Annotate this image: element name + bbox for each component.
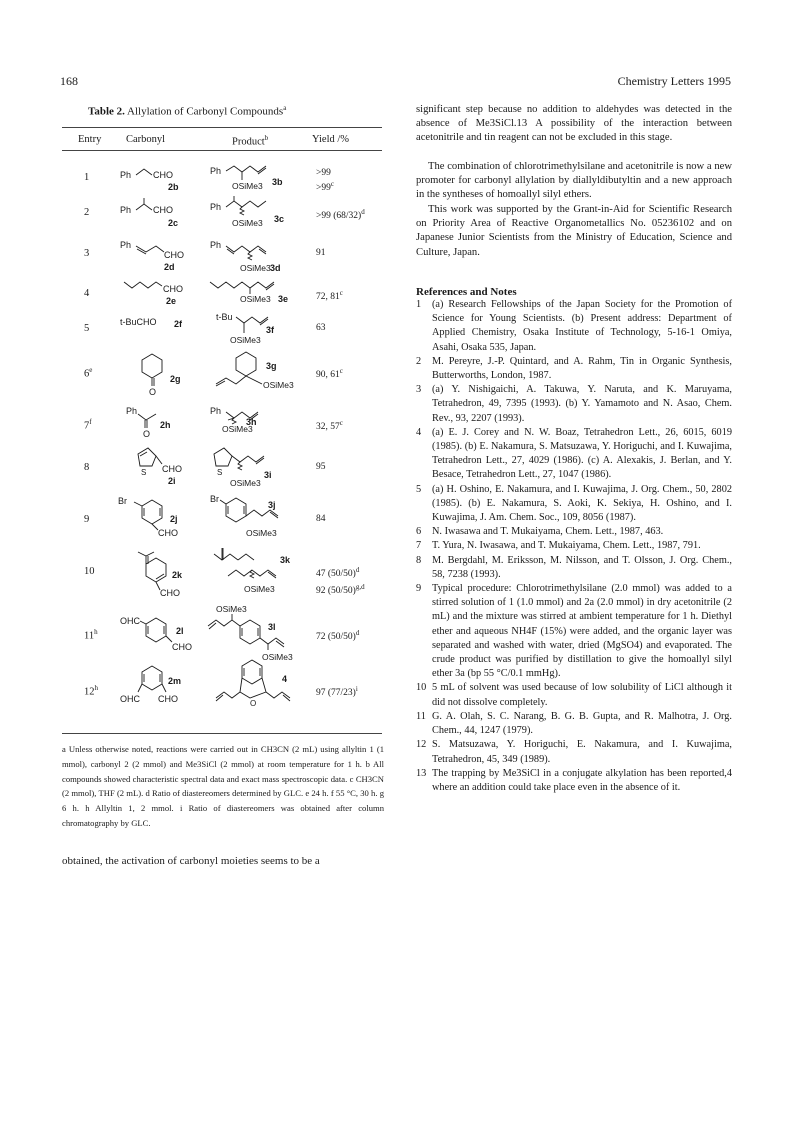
svg-text:2i: 2i: [168, 476, 176, 486]
table-header-rule: [62, 150, 382, 151]
svg-text:CHO: CHO: [160, 588, 180, 598]
yield-line: 97 $(77/23)^i$: [316, 685, 358, 699]
structure-carbonyl: [116, 496, 206, 552]
svg-text:3f: 3f: [266, 325, 275, 335]
svg-text:OSiMe3: OSiMe3: [232, 181, 263, 191]
svg-text:OSiMe3: OSiMe3: [230, 335, 261, 345]
structure-carbonyl: [116, 406, 206, 456]
svg-text:3i: 3i: [264, 470, 272, 480]
table-footnote: a Unless otherwise noted, reactions were carried out in CH3CN (2 mL) using allyltin 1 (1 mmol), carbonyl 2 (2 mmol) and Me3SiCl (2 mmol) at room temperature for 1 h. b All compounds showed characteristic spectral data and exact mass spectroscopic data. c CH3CN (2 mmol), THF (2 mL). d Ratio of diastereomers determined by GLC. e 24 h. f 55 °C, 30 h. g 6 h. h Allyltin 1, 2 mmol. i Ratio of diastereomers was obtained after column chromatography by GLC.: [62, 744, 384, 828]
svg-text:3h: 3h: [246, 417, 257, 427]
entry-number: 6e: [84, 366, 93, 380]
yield-value: [316, 207, 365, 222]
structure-carbonyl: [116, 199, 206, 245]
yield-line: 32, 57$^c$: [316, 419, 343, 433]
col-product: [232, 134, 268, 148]
table-bottom-rule: [62, 733, 382, 734]
structure-carbonyl: [116, 558, 206, 604]
yield-value: [316, 462, 326, 473]
structure-product: [208, 604, 312, 672]
svg-text:2m: 2m: [168, 676, 182, 686]
yield-line: >99: [316, 168, 331, 178]
entry-number: 3: [84, 248, 90, 259]
svg-text:2g: 2g: [170, 374, 181, 384]
references-list: [416, 298, 732, 795]
svg-text:OSiMe3: OSiMe3: [232, 218, 263, 228]
svg-text:CHO: CHO: [158, 694, 178, 704]
svg-text:3b: 3b: [272, 177, 283, 187]
structure-carbonyl: [116, 454, 206, 500]
structure-carbonyl: [116, 616, 206, 666]
structure-product: [208, 494, 312, 558]
svg-text:3k: 3k: [280, 555, 291, 565]
left-column-text: obtained, the activation of carbonyl moieties seems to be a: [62, 855, 320, 867]
svg-text:Ph: Ph: [120, 205, 132, 215]
svg-text:OSiMe3: OSiMe3: [246, 528, 277, 538]
svg-text:3g: 3g: [266, 361, 277, 371]
yield-value: [316, 514, 326, 525]
table-caption-sup: a: [283, 104, 287, 112]
structure-product: [208, 454, 312, 506]
yield-value: [316, 418, 343, 433]
yield-value: [316, 366, 343, 381]
reference-item: 9 Typical procedure: Chlorotrimethylsilane (2.0 mmol) was added to a stirred solution of 1 (1.0 mmol) and 2a (2.0 mmol) in dry acetonitrile (2 mL) and the mixture was stirred at ambient temperature for 1 h. Diethyl ether and aqueous NH4F (15%) were added, and the organic layer was separated and washed with water, dried (MgSO4) and evaporated. The crude product was purified by distillation to give the homoallyl silyl ether 3a (bp 55 °C/0.1 mmHg).: [416, 583, 732, 680]
svg-text:OSiMe3: OSiMe3: [262, 652, 293, 662]
svg-text:CHO: CHO: [164, 250, 184, 260]
yield-line: $>99^c$: [316, 180, 334, 194]
svg-text:CHO: CHO: [162, 464, 182, 474]
col-product-sup: b: [264, 134, 269, 142]
svg-text:Ph: Ph: [120, 170, 132, 180]
reference-item: 6 N. Iwasawa and T. Mukaiyama, Chem. Lett., 1987, 463.: [416, 526, 664, 538]
yield-value: [316, 288, 343, 303]
svg-text:Ph: Ph: [210, 406, 222, 416]
entry-number: 10: [84, 566, 95, 577]
svg-text:2h: 2h: [160, 420, 171, 430]
structure-product: [208, 555, 312, 610]
svg-text:O: O: [149, 387, 157, 397]
col-product-label: Product: [232, 136, 265, 148]
yield-value: [316, 684, 358, 699]
table-caption-label: Table 2.: [88, 105, 125, 118]
entry-number: 5: [84, 323, 90, 334]
entry-number: 9: [84, 514, 90, 525]
page-number: 168: [60, 74, 78, 88]
entry-number: 7$^f$: [84, 418, 92, 432]
svg-text:t-BuCHO: t-BuCHO: [120, 317, 157, 327]
svg-text:2c: 2c: [168, 218, 179, 228]
yield-value: [316, 565, 365, 597]
svg-text:O: O: [250, 699, 257, 708]
svg-text:O: O: [143, 429, 151, 439]
yield-value: [316, 168, 334, 194]
reference-item: 5 (a) H. Oshino, E. Nakamura, and I. Kuwajima, J. Org. Chem., 50, 2802 (1985). (b) E. Nakamura, S. Aoki, K. Sekiya, H. Oshino, and I. Kuwajima, J. Am. Chem. Soc., 109, 8056 (1987).: [416, 483, 732, 524]
svg-text:CHO: CHO: [163, 284, 183, 294]
table-caption: [88, 104, 286, 118]
reference-item: 11 G. A. Olah, S. C. Narang, B. G. B. Gupta, and R. Malhotra, J. Org. Chem., 44, 1247 (1979).: [416, 710, 732, 737]
entry-number: 8: [84, 462, 90, 473]
reference-item: 1 (a) Research Fellowships of the Japan Society for the Promotion of Science for Young Scientists. (b) Present address: Department of Applied Chemistry, Osaka Institute of Technology, 5-16-1 Omiya, Asahi, Osaka 535, Japan.: [416, 299, 732, 353]
svg-text:OSiMe3: OSiMe3: [240, 294, 271, 304]
structure-product: [208, 676, 312, 728]
entry-number: 1: [84, 172, 90, 183]
svg-text:S: S: [217, 468, 223, 477]
svg-text:CHO: CHO: [153, 205, 173, 215]
svg-text:OSiMe3: OSiMe3: [222, 424, 253, 434]
svg-text:OSiMe3: OSiMe3: [244, 584, 275, 594]
reference-item: 4 (a) E. J. Corey and N. W. Boaz, Tetrahedron Lett., 26, 6015, 6019 (1985). (b) E. Nakamura, S. Matsuzawa, Y. Horiguchi, and I. Kuwajima, Tetrahedron Lett., 27, 4029 (1986). (c) A. Alexakis, J. Berlan, and Y. Besace, Tetrahedron Lett., 27, 1047 (1986).: [416, 426, 732, 481]
svg-text:2l: 2l: [176, 626, 184, 636]
svg-text:Ph: Ph: [210, 166, 222, 176]
svg-text:2e: 2e: [166, 296, 177, 306]
structure-product: [208, 358, 312, 410]
structure-carbonyl: [116, 315, 206, 361]
reference-item: 13 The trapping by Me3SiCl in a conjugate alkylation has been reported,4 where an addition could take place even in the absence of it.: [416, 767, 732, 793]
yield-line: 72 $(50/50)^d$: [316, 629, 360, 643]
yield-line: 47 $(50/50)^d$: [316, 566, 360, 580]
structure-carbonyl: [116, 358, 206, 404]
yield-line: 84: [316, 514, 326, 524]
yield-line: 90, 61$^c$: [316, 367, 343, 381]
journal-title: Chemistry Letters 1995: [617, 74, 731, 88]
svg-text:t-Bu: t-Bu: [216, 312, 233, 322]
col-entry: Entry: [78, 134, 102, 145]
svg-text:OHC: OHC: [120, 694, 140, 704]
paragraph: significant step because no addition to aldehydes was detected in the absence of Me3SiCl.13 A possibility of the interaction between acetonitrile and tin reagent can not be excluded in this stage.: [416, 104, 732, 144]
svg-text:3d: 3d: [270, 263, 281, 273]
table-top-rule: [62, 127, 382, 128]
svg-text:4: 4: [282, 674, 288, 684]
svg-text:3e: 3e: [278, 294, 289, 304]
yield-line: >99 $(68/32)^d$: [316, 208, 365, 222]
entry-number: 4: [84, 288, 90, 299]
reference-item: 8 M. Bergdahl, M. Eriksson, M. Nilsson, and T. Olsson, J. Org. Chem., 58, 7238 (1993).: [416, 554, 732, 580]
svg-text:OSiMe3: OSiMe3: [263, 380, 294, 390]
svg-text:S: S: [141, 468, 147, 477]
svg-text:Br: Br: [210, 494, 219, 504]
entry-number: 2: [84, 207, 90, 218]
svg-text:Br: Br: [118, 496, 127, 506]
yield-line: 95: [316, 462, 326, 472]
svg-text:2d: 2d: [164, 262, 175, 272]
svg-text:CHO: CHO: [158, 528, 178, 538]
reference-item: 10 5 mL of solvent was used because of low solubility of LiCl although it did not dissolve completely.: [416, 682, 732, 708]
yield-value: [316, 248, 326, 259]
yield-line: 63: [316, 323, 326, 333]
svg-text:OSiMe3: OSiMe3: [240, 263, 271, 273]
svg-text:CHO: CHO: [153, 170, 173, 180]
table-caption-text: Allylation of Carbonyl Compounds: [127, 105, 284, 118]
svg-text:Ph: Ph: [126, 406, 138, 416]
svg-text:3l: 3l: [268, 622, 276, 632]
yield-value: [316, 628, 359, 643]
svg-text:Ph: Ph: [210, 202, 222, 212]
entry-number: 11$^h$: [84, 628, 98, 642]
yield-line: 72, 81$^c$: [316, 289, 343, 303]
col-carbonyl: Carbonyl: [126, 134, 166, 145]
paragraph: The combination of chlorotrimethylsilane and acetonitrile is now a new promoter for carbonyl allylation by diallyldibutyltin and a new approach in the syntheses of homoallyl silyl ethers.: [416, 161, 732, 201]
col-yield: Yield /%: [312, 134, 350, 145]
svg-text:Ph: Ph: [120, 240, 132, 250]
yield-value: [316, 323, 326, 334]
acknowledgment: This work was supported by the Grant-in-Aid for Scientific Research on Priority Area of Reactive Organometallics No. 05236102 and on Japanese Junior Scientists from the Ministry of Education, Science and Culture, Japan.: [416, 204, 732, 258]
svg-text:2f: 2f: [174, 319, 183, 329]
svg-text:2j: 2j: [170, 514, 178, 524]
yield-line: 92 $(50/50)^{g,d}$: [316, 583, 365, 597]
product-label: 3j: [268, 500, 276, 510]
svg-text:OSiMe3: OSiMe3: [216, 604, 247, 614]
reference-item: 12 S. Matsuzawa, Y. Horiguchi, E. Nakamura, and I. Kuwajima, Tetrahedron, 45, 349 (1989).: [416, 739, 732, 765]
yield-line: 91: [316, 248, 326, 258]
svg-text:CHO: CHO: [172, 642, 192, 652]
reference-item: 3 (a) Y. Nishigaichi, A. Takuwa, Y. Naruta, and K. Maruyama, Tetrahedron, 49, 7395 (1993). (b) Y. Yamamoto and N. Asao, Chem. Rev., 93, 2207 (1993).: [416, 384, 732, 424]
svg-text:2k: 2k: [172, 570, 183, 580]
svg-text:2b: 2b: [168, 182, 179, 192]
entry-number: 12$^h$: [84, 684, 98, 698]
svg-text:Ph: Ph: [210, 240, 222, 250]
reference-item: 7 T. Yura, N. Iwasawa, and T. Mukaiyama, Chem. Lett., 1987, 791.: [416, 540, 701, 552]
references-heading: References and Notes: [416, 286, 517, 298]
structure-carbonyl: [116, 676, 206, 722]
reference-item: 2 M. Pereyre, J.-P. Quintard, and A. Rahm, Tin in Organic Synthesis, Butterworths, London, 1987.: [416, 355, 732, 382]
svg-text:OHC: OHC: [120, 616, 140, 626]
svg-text:3c: 3c: [274, 214, 285, 224]
svg-text:OSiMe3: OSiMe3: [230, 478, 261, 488]
